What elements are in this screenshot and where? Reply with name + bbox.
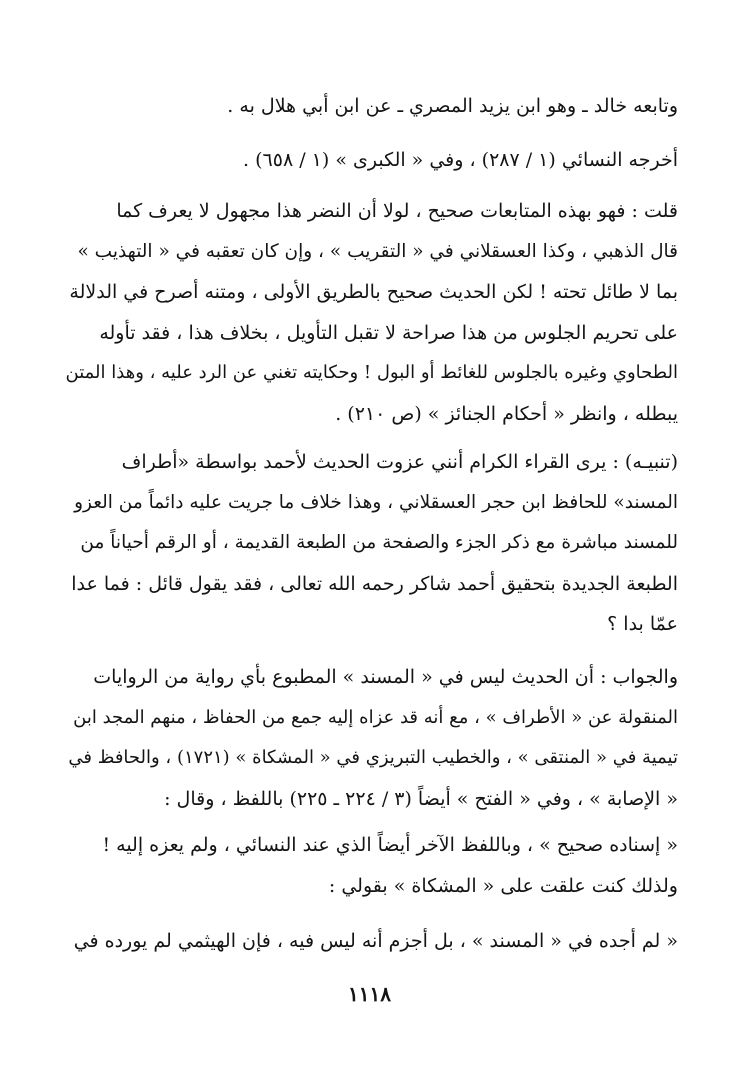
text-line: المسند» للحافظ ابن حجر العسقلاني ، وهذا خلاف ما جريت عليه دائماً من العزو bbox=[74, 491, 678, 513]
text-line: قلت : فهو بهذه المتابعات صحيح ، لولا أن النضر هذا مجهول لا يعرف كما bbox=[116, 200, 678, 222]
text-line: ولذلك كنت علقت على « المشكاة » بقولي : bbox=[328, 874, 678, 897]
text-line: أخرجه النسائي (١ / ٢٨٧) ، وفي « الكبرى » (١ / ٦٥٨) . bbox=[243, 149, 678, 171]
text-line: بما لا طائل تحته ! لكن الحديث صحيح بالطريق الأولى ، ومتنه أصرح في الدلالة bbox=[69, 281, 678, 303]
paragraph-answer bbox=[66, 657, 678, 819]
paragraph-khalid-follow-up bbox=[66, 86, 678, 127]
text-line: (تنبيـه) : يرى القراء الكرام أنني عزوت الحديث لأحمد بواسطة «أطراف bbox=[121, 451, 678, 473]
text-line: والجواب : أن الحديث ليس في « المسند » المطبوع بأي رواية من الروايات bbox=[93, 666, 678, 688]
page-number: ١١١٨ bbox=[348, 982, 391, 1006]
text-line: يبطله ، وانظر « أحكام الجنائز » (ص ٢١٠) . bbox=[335, 402, 678, 425]
text-line: « إسناده صحيح » ، وباللفظ الآخر أيضاً الذي عند النسائي ، ولم يعزه إليه ! bbox=[102, 834, 678, 856]
text-line: قال الذهبي ، وكذا العسقلاني في « التقريب » ، وإن كان تعقبه في « التهذيب » bbox=[77, 240, 678, 262]
paragraph-notice bbox=[66, 442, 678, 645]
text-line: الطحاوي وغيره بالجلوس للغائط أو البول ! وحكايته تغني عن الرد عليه ، وهذا المتن bbox=[66, 362, 678, 383]
paragraph-mishkat-note bbox=[66, 921, 678, 962]
text-line: للمسند مباشرة مع ذكر الجزء والصفحة من الطبعة القديمة ، أو الرقم أحياناً من bbox=[80, 532, 678, 553]
paragraph-author-comment bbox=[66, 191, 678, 434]
paragraph-nasai-reference bbox=[66, 140, 678, 181]
text-line: وتابعه خالد ـ وهو ابن يزيد المصري ـ عن ابن أبي هلال به . bbox=[227, 95, 678, 117]
text-line: المنقولة عن « الأطراف » ، مع أنه قد عزاه إليه جمع من الحفاظ ، منهم المجد ابن bbox=[73, 706, 678, 728]
text-line: « لم أجده في « المسند » ، بل أجزم أنه ليس فيه ، فإن الهيثمي لم يورده في bbox=[73, 930, 678, 952]
text-line: عمّا بدا ؟ bbox=[607, 613, 678, 635]
text-line: تيمية في « المنتقى » ، والخطيب التبريزي في « المشكاة » (١٧٢١) ، والحافظ في bbox=[68, 747, 678, 768]
text-line: « الإصابة » ، وفي « الفتح » أيضاً (٣ / ٢٢٤ ـ ٢٢٥) باللفظ ، وقال : bbox=[164, 787, 678, 810]
text-line: الطبعة الجديدة بتحقيق أحمد شاكر رحمه الله تعالى ، فقد يقول قائل : فما عدا bbox=[71, 572, 678, 595]
text-line: على تحريم الجلوس من هذا صراحة لا تقبل التأويل ، بخلاف هذا ، فقد تأوله bbox=[99, 321, 678, 344]
paragraph-isnad-quote bbox=[66, 825, 678, 906]
